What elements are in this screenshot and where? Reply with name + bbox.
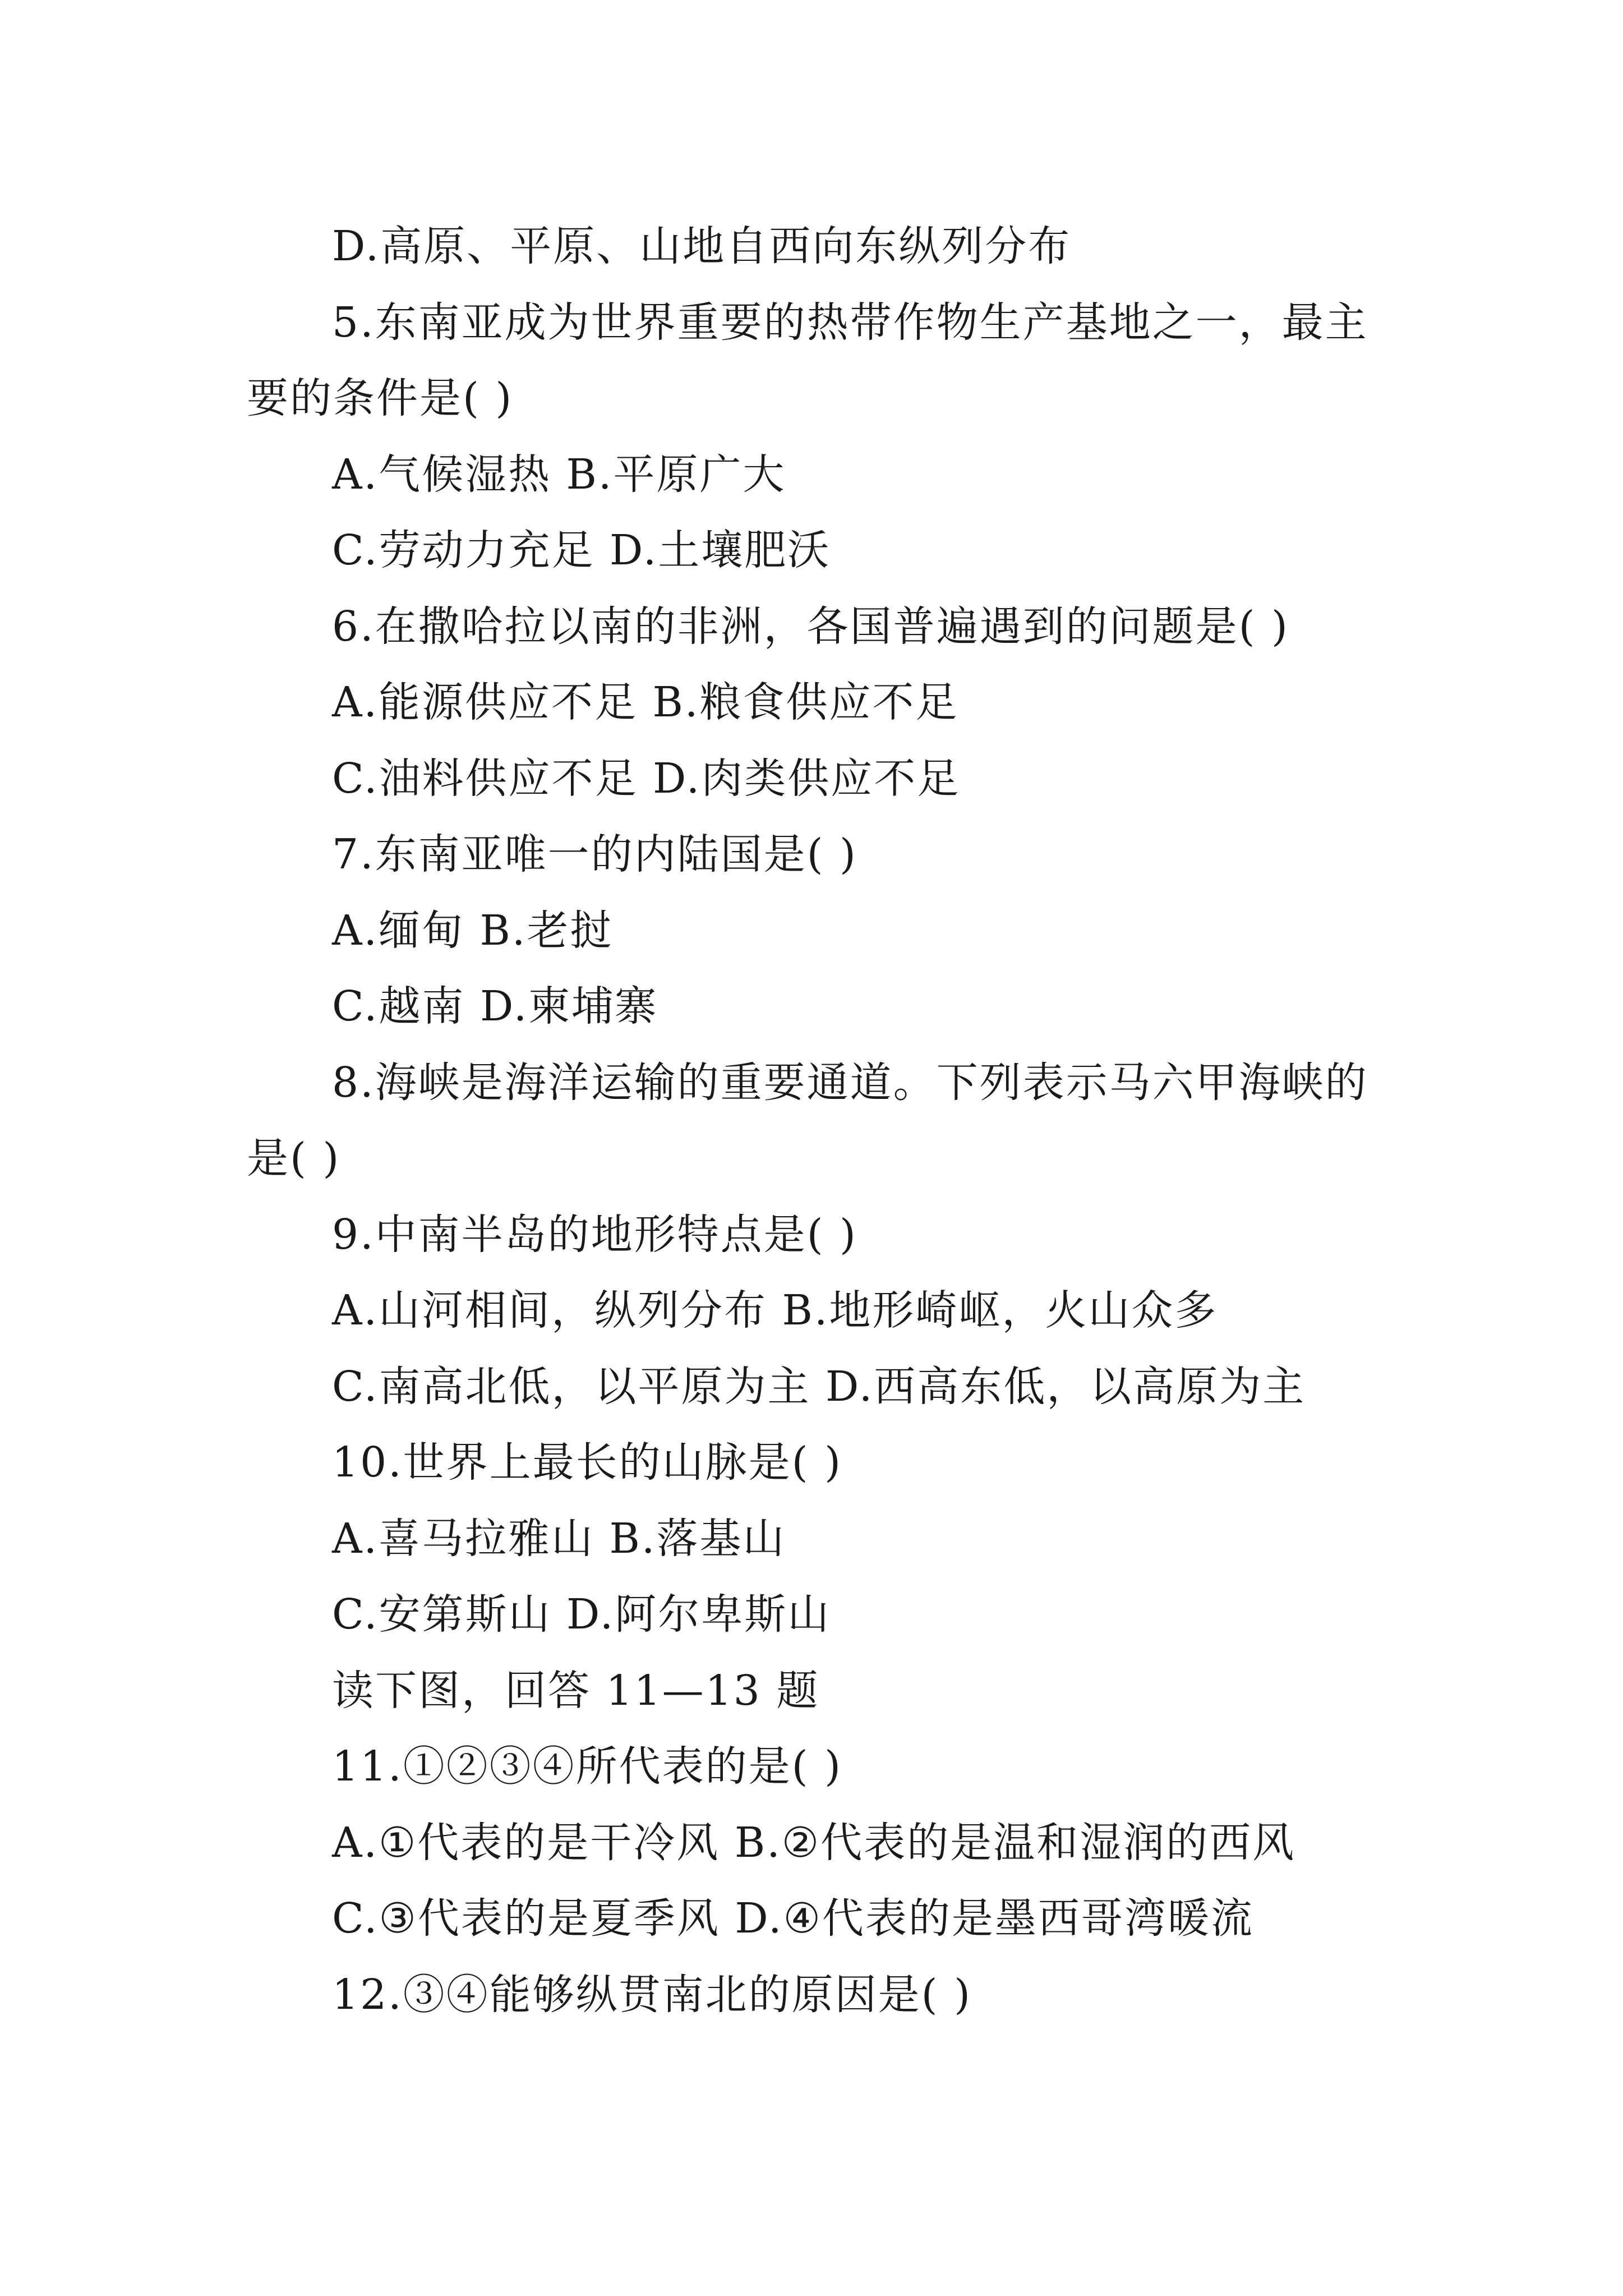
question-11-options-ab: A.①代表的是干冷风 B.②代表的是温和湿润的西风	[332, 1818, 1296, 1867]
question-7: 7.东南亚唯一的内陆国是( )	[332, 830, 857, 878]
question-10: 10.世界上最长的山脉是( )	[332, 1438, 842, 1487]
question-10-options-cd: C.安第斯山 D.阿尔卑斯山	[332, 1590, 831, 1639]
question-11: 11.①②③④所代表的是( )	[332, 1742, 842, 1791]
question-7-options-ab: A.缅甸 B.老挝	[332, 906, 614, 955]
document-body	[247, 209, 1391, 2033]
question-5-line-2: 要的条件是( )	[247, 374, 514, 422]
question-9-options-cd: C.南高北低，以平原为主 D.西高东低，以高原为主	[332, 1362, 1306, 1411]
figure-instruction: 读下图，回答 11—13 题	[332, 1666, 820, 1715]
question-12: 12.③④能够纵贯南北的原因是( )	[332, 1970, 972, 2019]
option-d-line: D.高原、平原、山地自西向东纵列分布	[332, 222, 1072, 270]
question-5-options-cd: C.劳动力充足 D.土壤肥沃	[332, 526, 831, 574]
question-5-line-1: 5.东南亚成为世界重要的热带作物生产基地之一，最主	[332, 298, 1368, 347]
question-8-line-1: 8.海峡是海洋运输的重要通道。下列表示马六甲海峡的	[332, 1058, 1368, 1107]
question-9: 9.中南半岛的地形特点是( )	[332, 1210, 857, 1259]
question-8-line-2: 是( )	[247, 1134, 341, 1182]
question-5-options-ab: A.气候湿热 B.平原广大	[332, 450, 786, 499]
question-6-options-ab: A.能源供应不足 B.粮食供应不足	[332, 678, 959, 726]
question-9-options-ab: A.山河相间，纵列分布 B.地形崎岖，火山众多	[332, 1286, 1218, 1335]
question-7-options-cd: C.越南 D.柬埔寨	[332, 982, 658, 1030]
question-6: 6.在撒哈拉以南的非洲，各国普遍遇到的问题是( )	[332, 602, 1289, 651]
question-10-options-ab: A.喜马拉雅山 B.落基山	[332, 1514, 786, 1563]
question-6-options-cd: C.油料供应不足 D.肉类供应不足	[332, 754, 961, 803]
question-11-options-cd: C.③代表的是夏季风 D.④代表的是墨西哥湾暖流	[332, 1894, 1254, 1943]
